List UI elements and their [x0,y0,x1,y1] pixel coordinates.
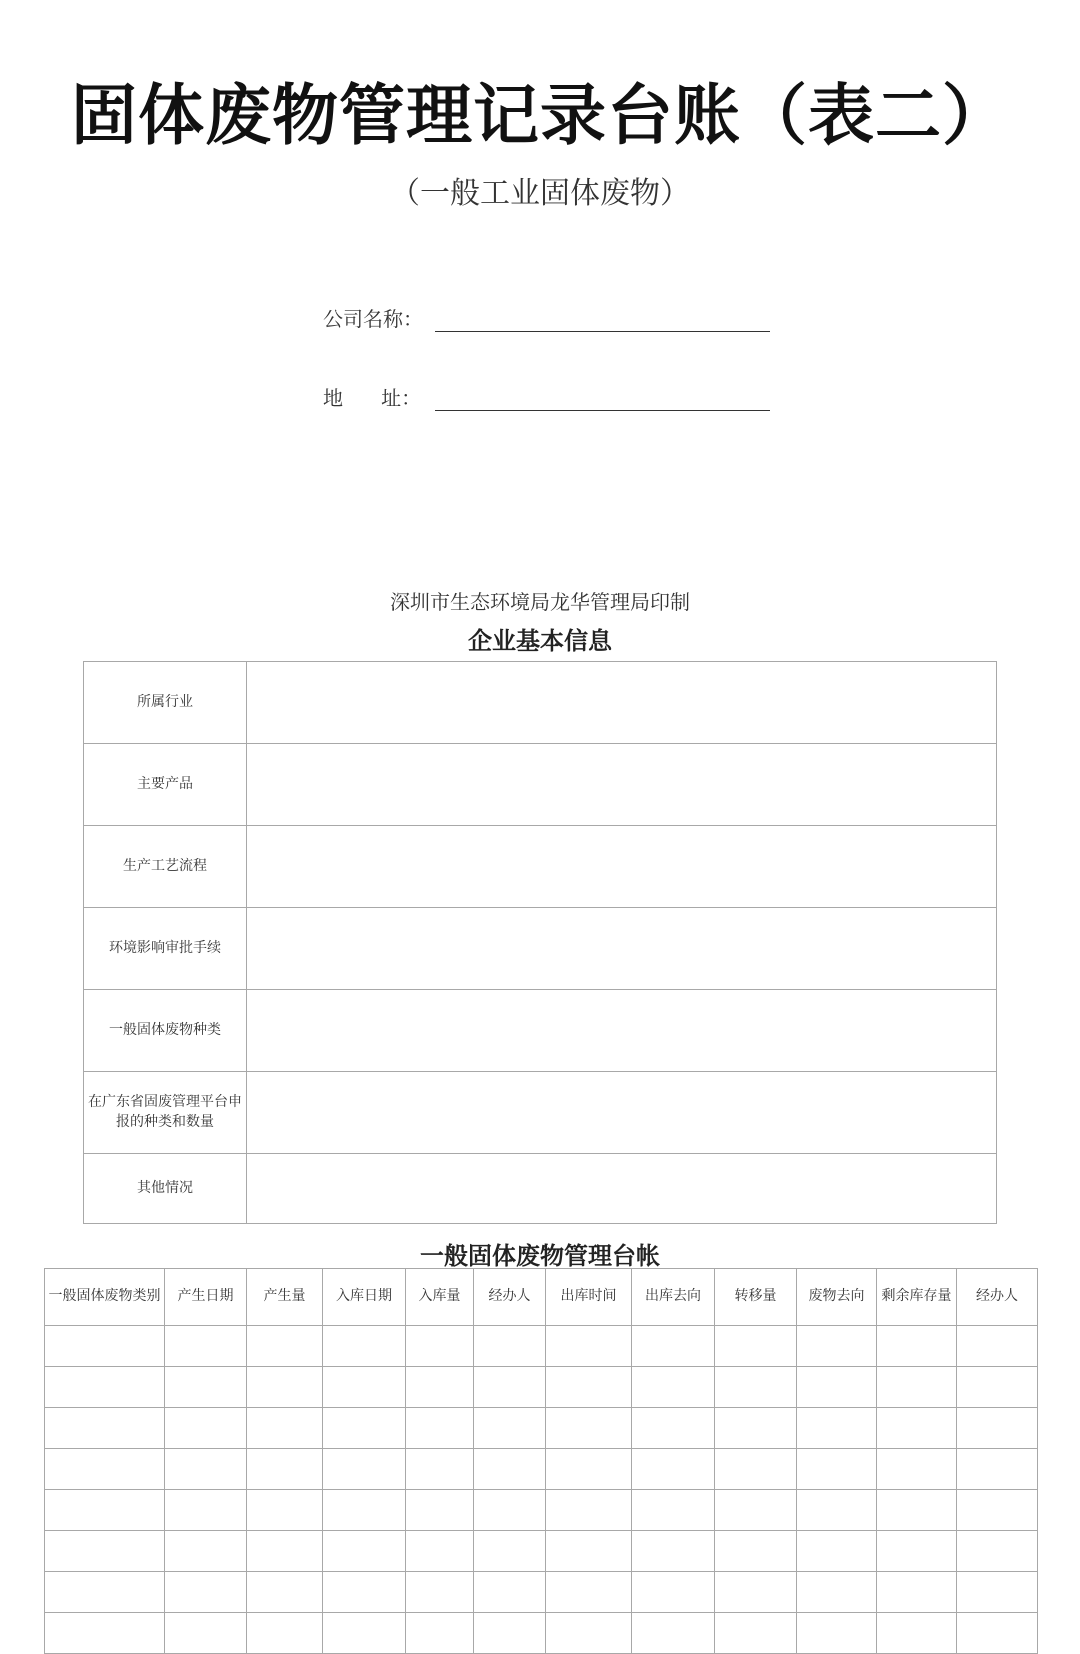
ledger-cell[interactable] [474,1326,546,1367]
ledger-cell[interactable] [45,1367,165,1408]
info-label: 在广东省固废管理平台申报的种类和数量 [84,1072,247,1154]
ledger-cell[interactable] [474,1408,546,1449]
company-name-field[interactable] [323,303,770,332]
ledger-cell[interactable] [474,1572,546,1613]
info-row-eia [84,908,997,990]
info-label: 生产工艺流程 [84,826,247,908]
ledger-cell[interactable] [632,1326,715,1367]
ledger-cell[interactable] [715,1449,797,1490]
col-outbound-destination: 出库去向 [632,1269,715,1326]
ledger-section-title: 一般固体废物管理台帐 [420,1241,660,1270]
ledger-cell[interactable] [247,1531,323,1572]
ledger-cell[interactable] [406,1531,474,1572]
ledger-cell[interactable] [165,1613,247,1654]
table-row [45,1408,1038,1449]
info-value-cell[interactable] [247,662,997,744]
company-name-label: 公司名称： [323,307,423,331]
ledger-cell[interactable] [546,1367,632,1408]
waste-ledger-table [44,1268,1038,1654]
ledger-cell[interactable] [632,1449,715,1490]
ledger-cell[interactable] [323,1490,406,1531]
ledger-cell[interactable] [165,1449,247,1490]
info-value-cell[interactable] [247,1154,997,1224]
info-label: 其他情况 [84,1154,247,1224]
ledger-cell[interactable] [165,1326,247,1367]
ledger-cell[interactable] [247,1326,323,1367]
ledger-cell[interactable] [877,1613,957,1654]
ledger-cell[interactable] [546,1449,632,1490]
col-storage-amount: 入库量 [406,1269,474,1326]
ledger-cell[interactable] [323,1531,406,1572]
ledger-cell[interactable] [406,1326,474,1367]
ledger-header-row [45,1269,1038,1326]
info-label: 环境影响审批手续 [84,908,247,990]
ledger-cell[interactable] [247,1449,323,1490]
ledger-cell[interactable] [546,1613,632,1654]
ledger-cell[interactable] [323,1326,406,1367]
ledger-cell[interactable] [546,1572,632,1613]
ledger-cell[interactable] [877,1367,957,1408]
ledger-cell[interactable] [797,1367,877,1408]
info-row-platform [84,1072,997,1154]
ledger-cell[interactable] [877,1449,957,1490]
table-row [45,1613,1038,1654]
ledger-cell[interactable] [877,1531,957,1572]
ledger-cell[interactable] [406,1449,474,1490]
ledger-cell[interactable] [877,1572,957,1613]
info-value-cell[interactable] [247,744,997,826]
ledger-cell[interactable] [546,1490,632,1531]
ledger-cell[interactable] [45,1572,165,1613]
ledger-cell[interactable] [797,1449,877,1490]
ledger-cell[interactable] [247,1408,323,1449]
ledger-cell[interactable] [797,1572,877,1613]
ledger-cell[interactable] [877,1326,957,1367]
ledger-cell[interactable] [323,1449,406,1490]
info-label: 所属行业 [84,662,247,744]
ledger-cell[interactable] [474,1367,546,1408]
info-row-industry [84,662,997,744]
info-section-title: 企业基本信息 [468,626,612,655]
info-value-cell[interactable] [247,1072,997,1154]
info-row-other [84,1154,997,1224]
ledger-cell[interactable] [957,1367,1038,1408]
company-name-blank[interactable] [435,307,770,332]
ledger-cell[interactable] [45,1613,165,1654]
ledger-cell[interactable] [165,1572,247,1613]
col-waste-category: 一般固体废物类别 [45,1269,165,1326]
ledger-cell[interactable] [632,1613,715,1654]
ledger-cell[interactable] [323,1367,406,1408]
ledger-cell[interactable] [957,1613,1038,1654]
ledger-cell[interactable] [715,1490,797,1531]
ledger-cell[interactable] [247,1367,323,1408]
table-row [45,1531,1038,1572]
col-remaining-stock: 剩余库存量 [877,1269,957,1326]
ledger-cell[interactable] [957,1326,1038,1367]
address-blank[interactable] [435,386,770,411]
ledger-cell[interactable] [474,1531,546,1572]
ledger-cell[interactable] [247,1490,323,1531]
col-handler: 经办人 [474,1269,546,1326]
document-title: 固体废物管理记录台账（表二） [71,76,1009,154]
ledger-cell[interactable] [877,1408,957,1449]
col-generation-date: 产生日期 [165,1269,247,1326]
ledger-cell[interactable] [632,1490,715,1531]
ledger-cell[interactable] [632,1367,715,1408]
info-value-cell[interactable] [247,908,997,990]
info-value-cell[interactable] [247,990,997,1072]
ledger-cell[interactable] [546,1326,632,1367]
ledger-cell[interactable] [165,1408,247,1449]
table-row [45,1490,1038,1531]
ledger-cell[interactable] [797,1531,877,1572]
ledger-cell[interactable] [247,1613,323,1654]
ledger-cell[interactable] [406,1490,474,1531]
ledger-cell[interactable] [797,1408,877,1449]
ledger-cell[interactable] [957,1449,1038,1490]
ledger-cell[interactable] [406,1408,474,1449]
col-outbound-time: 出库时间 [546,1269,632,1326]
col-storage-date: 入库日期 [323,1269,406,1326]
ledger-cell[interactable] [45,1408,165,1449]
ledger-cell[interactable] [165,1367,247,1408]
ledger-cell[interactable] [45,1326,165,1367]
table-row [45,1326,1038,1367]
ledger-cell[interactable] [632,1408,715,1449]
ledger-cell[interactable] [165,1531,247,1572]
table-row [45,1449,1038,1490]
ledger-cell[interactable] [957,1572,1038,1613]
ledger-cell[interactable] [406,1367,474,1408]
ledger-cell[interactable] [632,1572,715,1613]
ledger-cell[interactable] [474,1490,546,1531]
address-field[interactable] [323,382,770,411]
info-value-cell[interactable] [247,826,997,908]
ledger-cell[interactable] [323,1408,406,1449]
ledger-cell[interactable] [715,1408,797,1449]
ledger-cell[interactable] [715,1531,797,1572]
table-row [45,1367,1038,1408]
ledger-cell[interactable] [45,1449,165,1490]
document-subtitle: （一般工业固体废物） [390,176,690,211]
ledger-cell[interactable] [632,1531,715,1572]
info-label: 一般固体废物种类 [84,990,247,1072]
ledger-cell[interactable] [957,1408,1038,1449]
ledger-cell[interactable] [715,1613,797,1654]
col-generation-amount: 产生量 [247,1269,323,1326]
table-row [45,1572,1038,1613]
ledger-cell[interactable] [546,1531,632,1572]
ledger-cell[interactable] [406,1572,474,1613]
ledger-cell[interactable] [546,1408,632,1449]
ledger-cell[interactable] [323,1572,406,1613]
col-transfer-amount: 转移量 [715,1269,797,1326]
ledger-cell[interactable] [165,1490,247,1531]
ledger-cell[interactable] [797,1613,877,1654]
ledger-cell[interactable] [957,1490,1038,1531]
ledger-cell[interactable] [45,1490,165,1531]
ledger-cell[interactable] [715,1367,797,1408]
ledger-cell[interactable] [957,1531,1038,1572]
ledger-cell[interactable] [715,1572,797,1613]
ledger-cell[interactable] [474,1613,546,1654]
ledger-cell[interactable] [247,1572,323,1613]
ledger-cell[interactable] [45,1531,165,1572]
col-waste-destination: 废物去向 [797,1269,877,1326]
printer-credit: 深圳市生态环境局龙华管理局印制 [390,590,690,614]
address-label: 地 址： [323,386,422,410]
ledger-cell[interactable] [797,1490,877,1531]
ledger-cell[interactable] [877,1490,957,1531]
ledger-body [45,1326,1038,1654]
ledger-cell[interactable] [474,1449,546,1490]
ledger-cell[interactable] [797,1326,877,1367]
ledger-cell[interactable] [715,1326,797,1367]
info-row-waste-types [84,990,997,1072]
col-handler-2: 经办人 [957,1269,1038,1326]
enterprise-info-table [83,661,997,1224]
info-row-process [84,826,997,908]
info-row-products [84,744,997,826]
info-label: 主要产品 [84,744,247,826]
ledger-cell[interactable] [406,1613,474,1654]
ledger-cell[interactable] [323,1613,406,1654]
